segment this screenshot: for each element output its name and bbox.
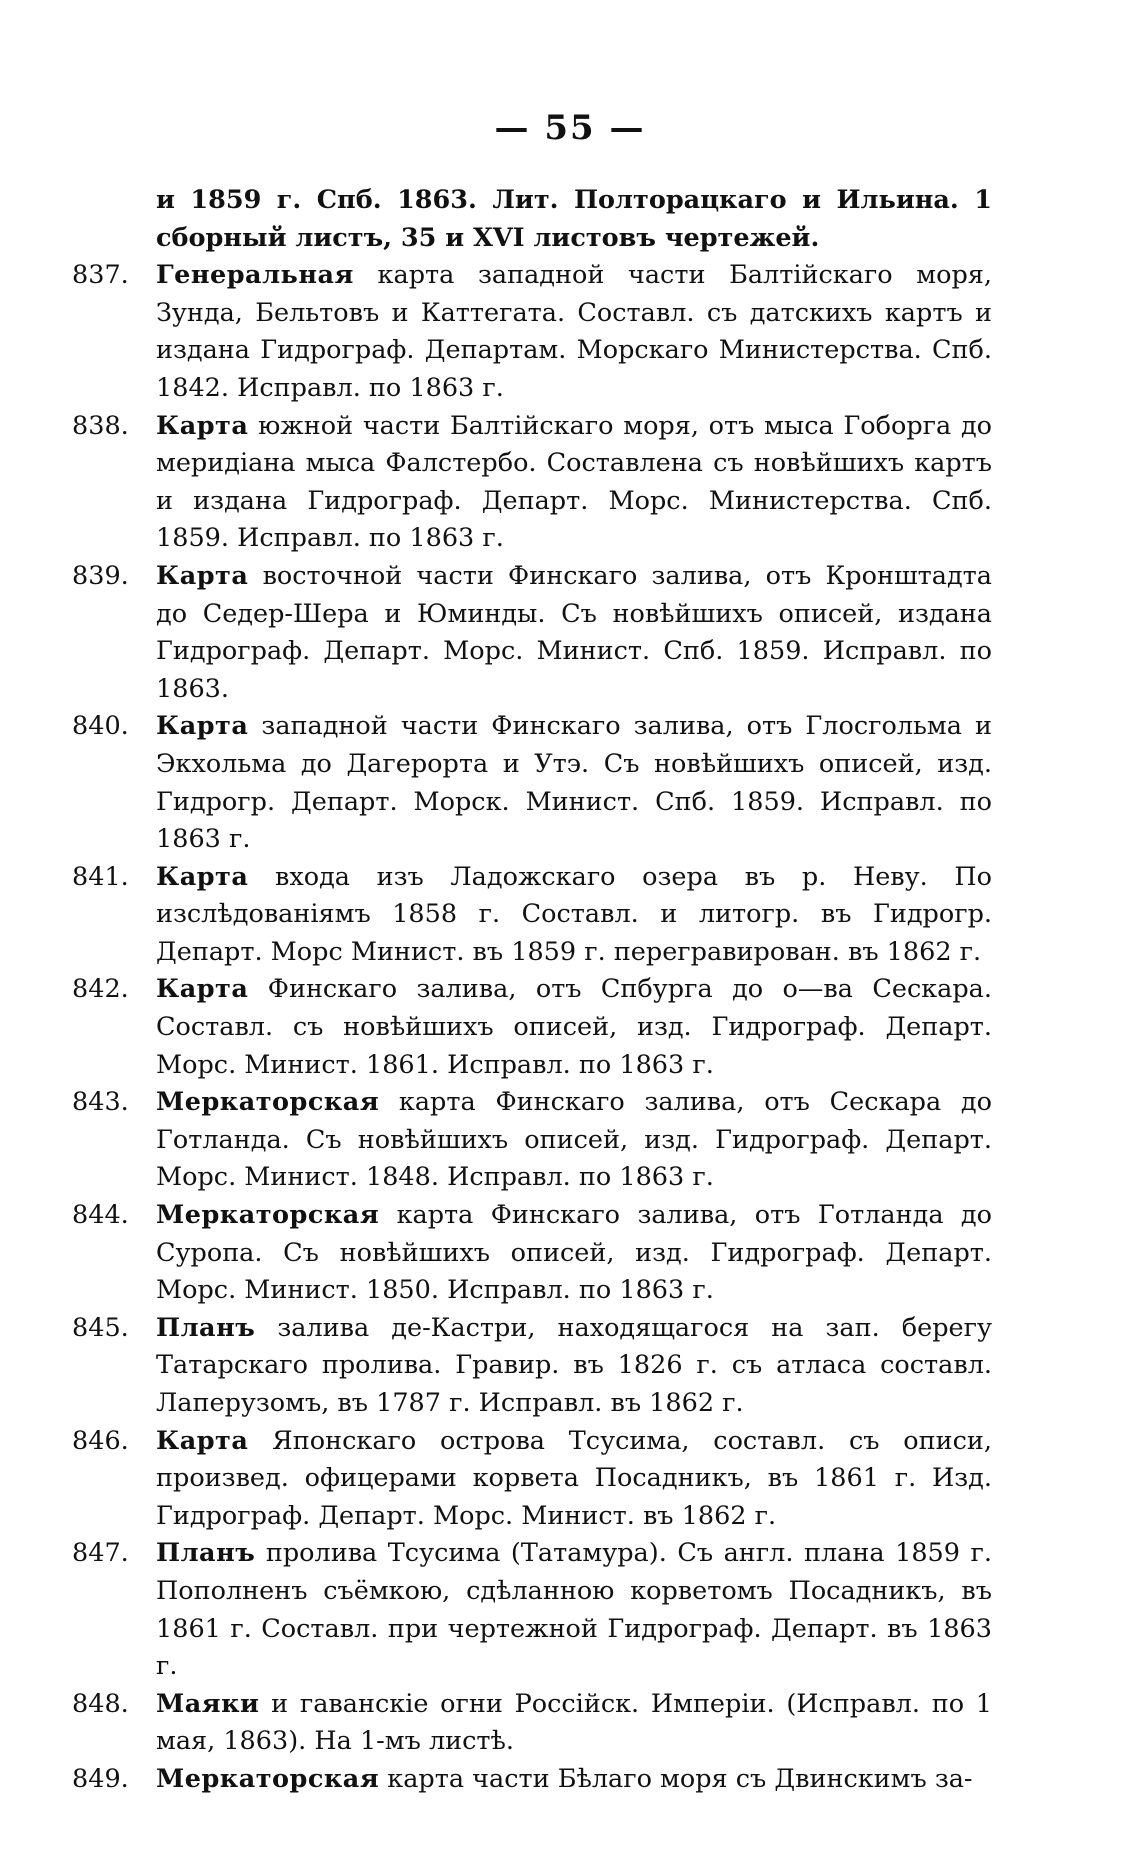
entry-number: 849. <box>72 1763 129 1794</box>
entry-number: 846. <box>72 1425 129 1456</box>
entry-text: и гаванскіе огни Россійск. Имперіи. (Исправл. по 1 мая, 1863). На 1-мъ листѣ. <box>156 1688 992 1757</box>
catalog-entry <box>72 408 992 558</box>
entry-title: Меркаторская <box>156 1200 380 1231</box>
entry-number: 841. <box>72 861 129 892</box>
entry-title: Меркаторская <box>156 1087 380 1118</box>
entry-title: Меркаторская <box>156 1763 380 1794</box>
catalog-entry <box>72 1423 992 1536</box>
entry-number: 848. <box>72 1688 129 1719</box>
entry-text: пролива Тсусима (Татамура). Съ англ. плана 1859 г. Пополненъ съёмкою, сдѣланною корветомъ Посадникъ, въ 1861 г. Составл. при чертежной Гидрограф. Департ. въ 1863 г. <box>156 1538 992 1682</box>
entry-number: 843. <box>72 1087 129 1118</box>
entry-text: западной части Финскаго залива, отъ Глосгольма и Экхольма до Дагерорта и Утэ. Съ новѣйшихъ описей, изд. Гидрогр. Департ. Морск. Минист. Спб. 1859. Исправл. по 1863 г. <box>156 711 992 855</box>
entry-number: 842. <box>72 974 129 1005</box>
entry-text: входа изъ Ладожскаго озера въ р. Неву. По изслѣдованіямъ 1858 г. Составл. и литогр. въ Гидрогр. Департ. Морс Минист. въ 1859 г. перегравирован. въ 1862 г. <box>156 861 992 967</box>
catalog-entry <box>72 971 992 1084</box>
entry-number: 844. <box>72 1200 129 1231</box>
entry-number: 839. <box>72 560 129 591</box>
entry-number: 838. <box>72 410 129 441</box>
entry-title: Планъ <box>156 1538 256 1569</box>
entry-number: 840. <box>72 711 129 742</box>
catalog-entries <box>72 182 992 1799</box>
entry-number: 847. <box>72 1538 129 1569</box>
catalog-entry <box>72 708 992 858</box>
page-number: — 55 — <box>494 108 646 148</box>
catalog-entry <box>72 1686 992 1761</box>
entry-number: 837. <box>72 260 129 291</box>
entry-title: Генеральная <box>156 260 354 291</box>
catalog-entry <box>72 859 992 972</box>
entry-title: Карта <box>156 711 249 742</box>
entry-text: восточной части Финскаго залива, отъ Кронштадта до Седер-Шера и Юминды. Съ новѣйшихъ описей, издана Гидрограф. Департ. Морс. Минист. Спб. 1859. Исправл. по 1863. <box>156 560 992 704</box>
entry-title: Карта <box>156 1425 249 1456</box>
entry-title: Карта <box>156 560 249 591</box>
entry-text: залива де-Кастри, находящагося на зап. берегу Татарскаго пролива. Гравир. въ 1826 г. съ атласа составл. Лаперузомъ, въ 1787 г. Исправл. въ 1862 г. <box>156 1312 992 1418</box>
catalog-entry <box>72 1197 992 1310</box>
entry-text: карта Финскаго залива, отъ Сескара до Готланда. Съ новѣйшихъ описей, изд. Гидрограф. Департ. Морс. Минист. 1848. Исправл. по 1863 г. <box>156 1087 992 1193</box>
entry-text: Японскаго острова Тсусима, составл. съ описи, произвед. офицерами корвета Посадникъ, въ 1861 г. Изд. Гидрограф. Департ. Морс. Минист. въ 1862 г. <box>156 1425 992 1531</box>
entry-title: Маяки <box>156 1688 260 1719</box>
entry-text: карта западной части Балтійскаго моря, Зунда, Бельтовъ и Каттегата. Составл. съ датскихъ картъ и издана Гидрограф. Департам. Морскаго Министерства. Спб. 1842. Исправл. по 1863 г. <box>156 260 992 403</box>
entry-text: южной части Балтійскаго моря, отъ мыса Гоборга до меридіана мыса Фалстербо. Составлена съ новѣйшихъ картъ и издана Гидрограф. Департ. Морс. Министерства. Спб. 1859. Исправл. по 1863 г. <box>156 410 992 554</box>
entry-text: карта Финскаго залива, отъ Готланда до Суропа. Съ новѣйшихъ описей, изд. Гидрограф. Департ. Морс. Минист. 1850. Исправл. по 1863 г. <box>156 1200 992 1306</box>
entry-list <box>72 257 992 1798</box>
entry-title: Карта <box>156 974 249 1005</box>
catalog-entry <box>72 558 992 708</box>
entry-text: карта части Бѣлаго моря съ Двинскимъ за- <box>379 1763 973 1794</box>
entry-number: 845. <box>72 1312 129 1343</box>
catalog-entry <box>72 257 992 407</box>
entry-title: Карта <box>156 410 249 441</box>
entry-title: Планъ <box>156 1312 256 1343</box>
entry-title: Карта <box>156 861 249 892</box>
continuation-text: и 1859 г. Спб. 1863. Лит. Полторацкаго и Ильина. 1 сборный листъ, 35 и XVI листовъ чертежей. <box>156 185 992 253</box>
catalog-entry <box>72 1310 992 1423</box>
catalog-entry <box>72 1535 992 1685</box>
entry-text: Финскаго залива, отъ Спбурга до о—ва Сескара. Составл. съ новѣйшихъ описей, изд. Гидрограф. Департ. Морс. Минист. 1861. Исправл. по 1863 г. <box>156 974 992 1080</box>
catalog-entry <box>72 1084 992 1197</box>
catalog-entry <box>72 1761 992 1799</box>
